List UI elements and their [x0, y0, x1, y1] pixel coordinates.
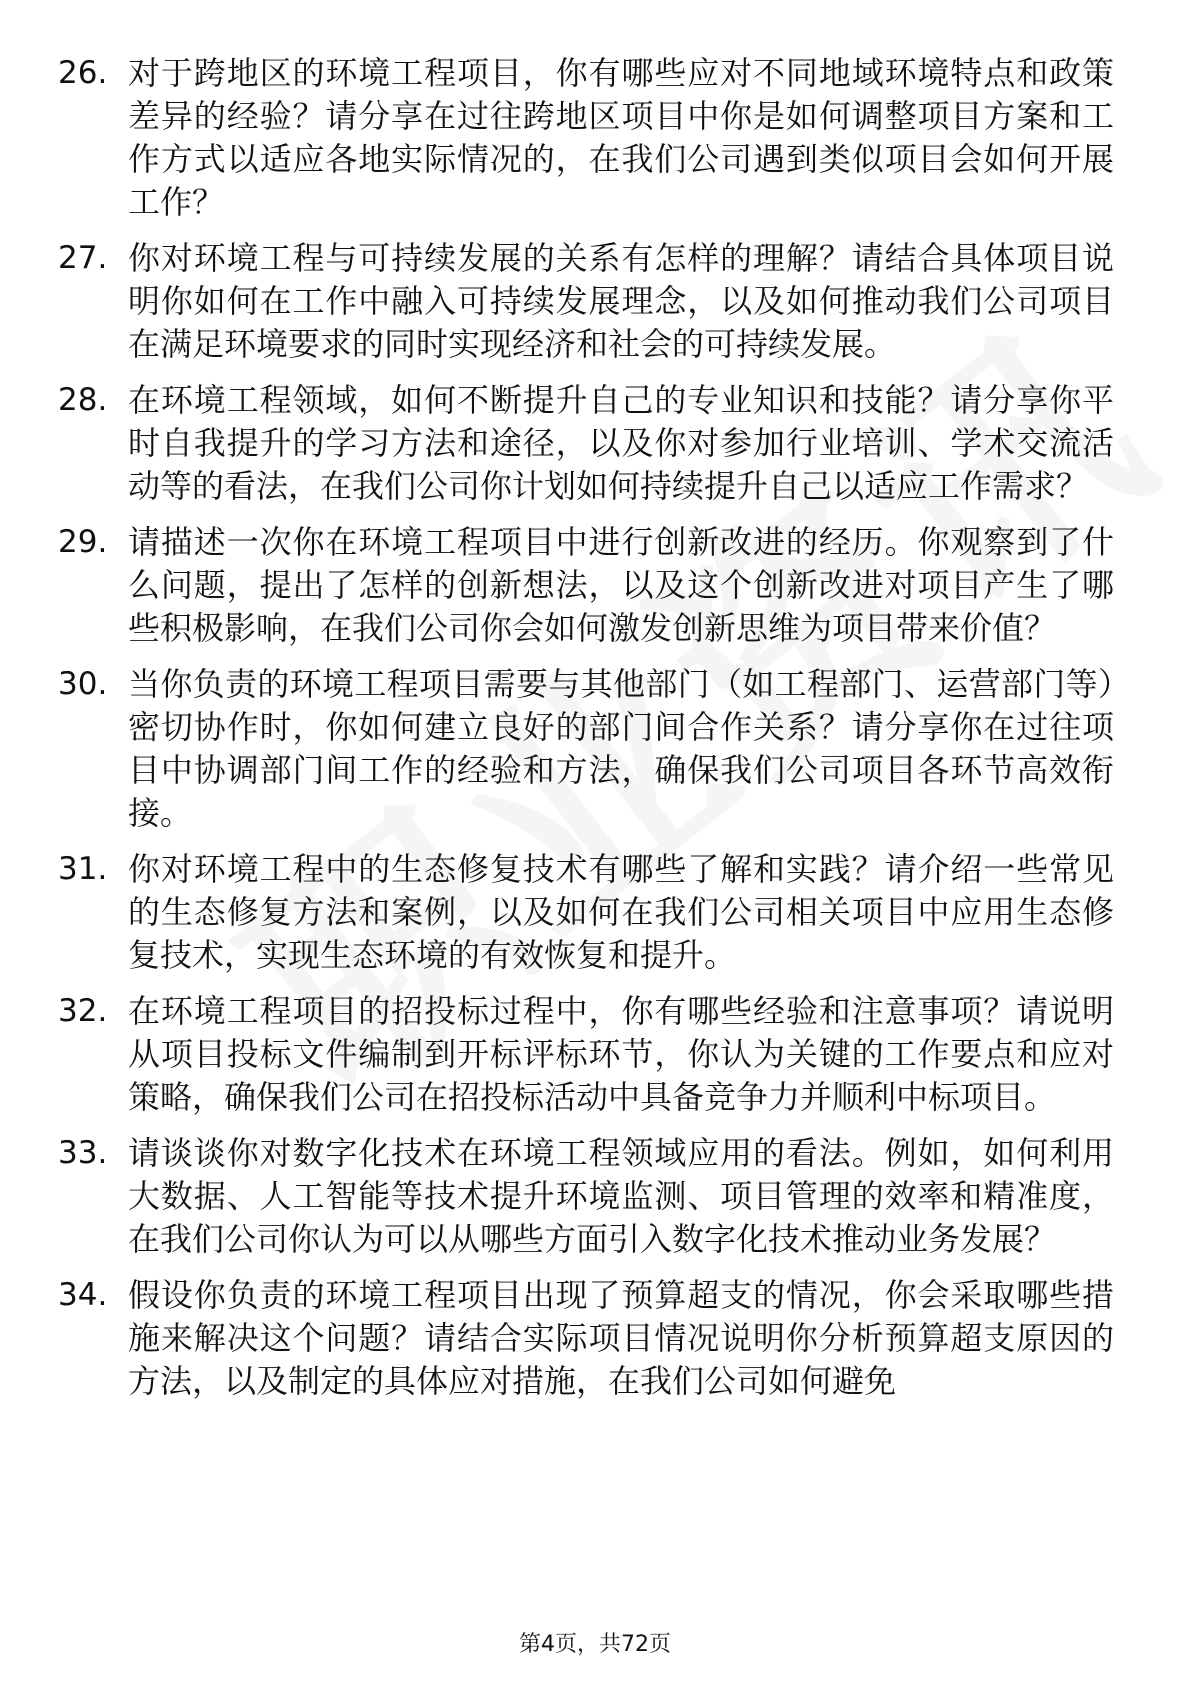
question-text: 请谈谈你对数字化技术在环境工程领域应用的看法。例如，如何利用大数据、人工智能等技术提升环境监测、项目管理的效率和精准度，在我们公司你认为可以从哪些方面引入数字化技术推动业务发展？: [128, 1134, 1114, 1258]
question-number: 27.: [58, 240, 108, 276]
question-item: [58, 52, 1122, 224]
question-item: [58, 237, 1122, 366]
question-item: [58, 848, 1122, 977]
question-number: 33.: [58, 1135, 108, 1171]
question-item: [58, 990, 1122, 1119]
question-number: 34.: [58, 1277, 108, 1313]
question-list: [58, 52, 1122, 1403]
page-footer: 第4页，共72页: [519, 1632, 671, 1657]
question-text: 对于跨地区的环境工程项目，你有哪些应对不同地域环境特点和政策差异的经验？请分享在过往跨地区项目中你是如何调整项目方案和工作方式以适应各地实际情况的，在我们公司遇到类似项目会如何开展工作？: [128, 54, 1114, 221]
question-item: [58, 663, 1122, 835]
question-number: 26.: [58, 55, 108, 91]
question-item: [58, 1274, 1122, 1403]
question-item: [58, 1132, 1122, 1261]
question-number: 31.: [58, 851, 108, 887]
question-text: 你对环境工程与可持续发展的关系有怎样的理解？请结合具体项目说明你如何在工作中融入可持续发展理念，以及如何推动我们公司项目在满足环境要求的同时实现经济和社会的可持续发展。: [128, 239, 1114, 363]
question-text: 当你负责的环境工程项目需要与其他部门（如工程部门、运营部门等）密切协作时，你如何建立良好的部门间合作关系？请分享你在过往项目中协调部门间工作的经验和方法，确保我们公司项目各环节高效衔接。: [128, 665, 1114, 832]
question-item: [58, 521, 1122, 650]
question-text: 你对环境工程中的生态修复技术有哪些了解和实践？请介绍一些常见的生态修复方法和案例，以及如何在我们公司相关项目中应用生态修复技术，实现生态环境的有效恢复和提升。: [128, 850, 1114, 974]
question-item: [58, 379, 1122, 508]
question-text: 假设你负责的环境工程项目出现了预算超支的情况，你会采取哪些措施来解决这个问题？请结合实际项目情况说明你分析预算超支原因的方法，以及制定的具体应对措施，在我们公司如何避免: [128, 1276, 1114, 1400]
question-text: 在环境工程领域，如何不断提升自己的专业知识和技能？请分享你平时自我提升的学习方法和途径，以及你对参加行业培训、学术交流活动等的看法，在我们公司你计划如何持续提升自己以适应工作需求？: [128, 381, 1114, 505]
question-number: 28.: [58, 382, 108, 418]
question-number: 30.: [58, 666, 108, 702]
question-text: 请描述一次你在环境工程项目中进行创新改进的经历。你观察到了什么问题，提出了怎样的创新想法，以及这个创新改进对项目产生了哪些积极影响，在我们公司你会如何激发创新思维为项目带来价值？: [128, 523, 1114, 647]
question-text: 在环境工程项目的招投标过程中，你有哪些经验和注意事项？请说明从项目投标文件编制到开标评标环节，你认为关键的工作要点和应对策略，确保我们公司在招投标活动中具备竞争力并顺利中标项目。: [128, 992, 1114, 1116]
question-number: 29.: [58, 524, 108, 560]
question-number: 32.: [58, 993, 108, 1029]
